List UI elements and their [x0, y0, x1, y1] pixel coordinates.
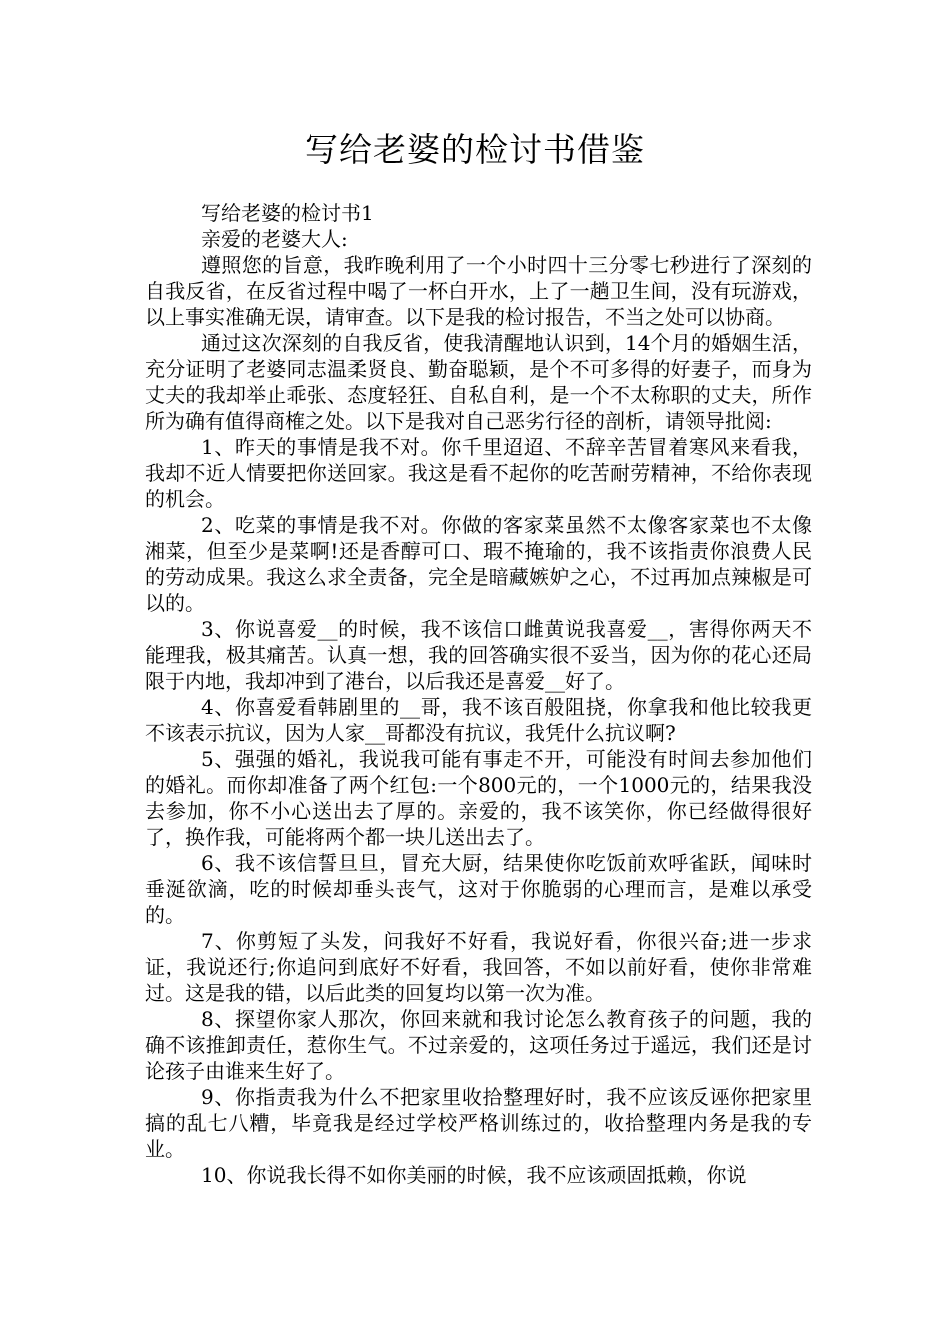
- list-item: 2、吃菜的事情是我不对。你做的客家菜虽然不太像客家菜也不太像湘菜，但至少是菜啊!还是香醇可口、瑕不掩瑜的，我不该指责你浪费人民的劳动成果。我这么求全责备，完全是暗藏嫉妒之心，不过再加点辣椒是可以的。: [145, 513, 812, 615]
- list-item: 8、探望你家人那次，你回来就和我讨论怎么教育孩子的问题，我的确不该推卸责任，惹你生气。不过亲爱的，这项任务过于遥远，我们还是讨论孩子由谁来生好了。: [145, 1007, 812, 1083]
- document-title: 写给老婆的检讨书借鉴: [305, 130, 645, 169]
- list-item: 10、你说我长得不如你美丽的时候，我不应该顽固抵赖，你说: [201, 1163, 747, 1187]
- paragraph: 遵照您的旨意，我昨晚利用了一个小时四十三分零七秒进行了深刻的自我反省，在反省过程中喝了一杯白开水，上了一趟卫生间，没有玩游戏，以上事实准确无误，请审查。以下是我的检讨报告，不当之处可以协商。: [145, 253, 812, 329]
- list-item: 7、你剪短了头发，问我好不好看，我说好看，你很兴奋;进一步求证，我说还行;你追问到底好不好看，我回答，不如以前好看，使你非常难过。这是我的错，以后此类的回复均以第一次为准。: [145, 929, 812, 1005]
- document-body: [145, 200, 812, 1188]
- section-heading: 写给老婆的检讨书1: [201, 201, 374, 225]
- list-item: 4、你喜爱看韩剧里的__哥，我不该百般阻挠，你拿我和他比较我更不该表示抗议，因为人家__哥都没有抗议，我凭什么抗议啊?: [145, 695, 812, 745]
- paragraph: 通过这次深刻的自我反省，使我清醒地认识到，14个月的婚姻生活，充分证明了老婆同志温柔贤良、勤奋聪颖，是个不可多得的好妻子，而身为丈夫的我却举止乖张、态度轻狂、自私自利，是一个不太称职的丈夫，所作所为确有值得商榷之处。以下是我对自己恶劣行径的剖析，请领导批阅:: [145, 331, 812, 433]
- list-item: 9、你指责我为什么不把家里收拾整理好时，我不应该反诬你把家里搞的乱七八糟，毕竟我是经过学校严格训练过的，收拾整理内务是我的专业。: [145, 1085, 812, 1161]
- list-item: 5、强强的婚礼，我说我可能有事走不开，可能没有时间去参加他们的婚礼。而你却准备了两个红包:一个800元的，一个1000元的，结果我没去参加，你不小心送出去了厚的。亲爱的，我不该笑你，你已经做得很好了，换作我，可能将两个都一块儿送出去了。: [145, 747, 812, 849]
- salutation: 亲爱的老婆大人:: [201, 227, 348, 251]
- list-item: 3、你说喜爱__的时候，我不该信口雌黄说我喜爱__，害得你两天不能理我，极其痛苦。认真一想，我的回答确实很不妥当，因为你的花心还局限于内地，我却冲到了港台，以后我还是喜爱__好了。: [145, 617, 812, 693]
- list-item: 6、我不该信誓旦旦，冒充大厨，结果使你吃饭前欢呼雀跃，闻味时垂涎欲滴，吃的时候却垂头丧气，这对于你脆弱的心理而言，是难以承受的。: [145, 851, 812, 927]
- list-item: 1、昨天的事情是我不对。你千里迢迢、不辞辛苦冒着寒风来看我，我却不近人情要把你送回家。我这是看不起你的吃苦耐劳精神，不给你表现的机会。: [145, 435, 812, 511]
